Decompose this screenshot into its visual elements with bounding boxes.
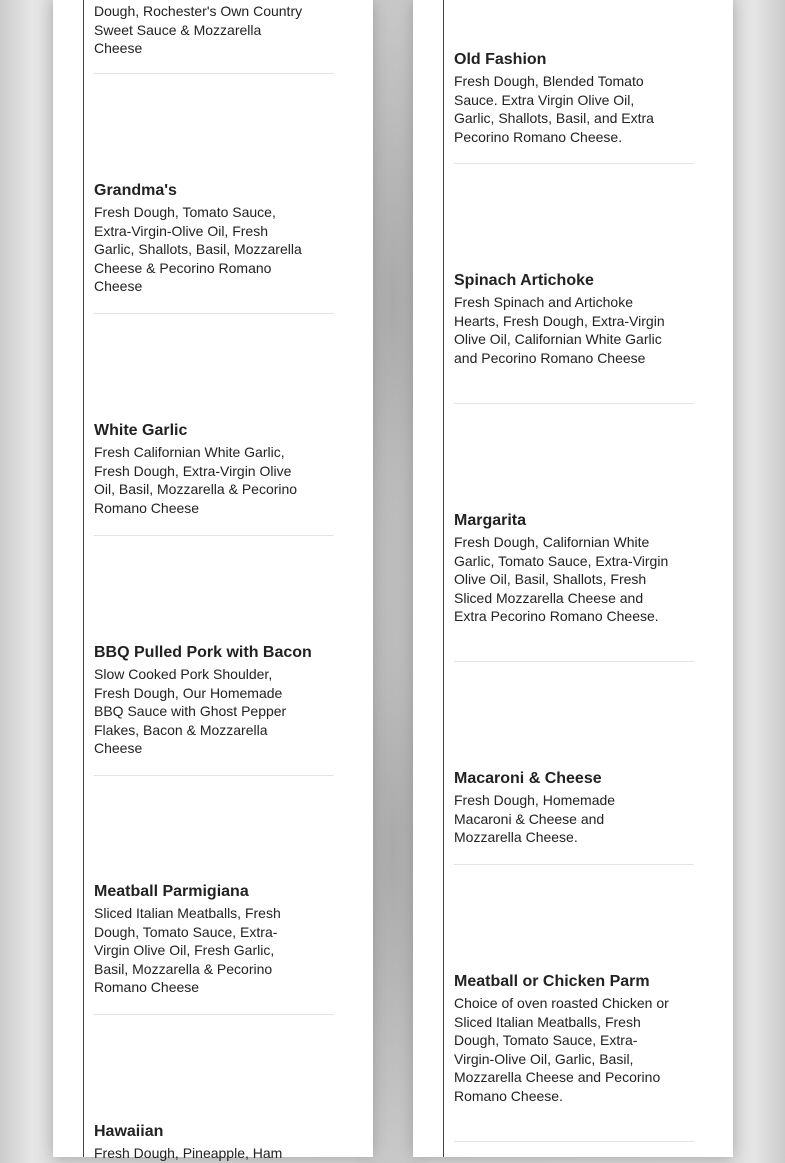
- menu-item-meatball-parmigiana[interactable]: [94, 882, 334, 997]
- menu-item-white-garlic[interactable]: [94, 421, 334, 517]
- menu-item-description: Dough, Rochester's Own Country Sweet Sauce & Mozzarella Cheese: [94, 3, 303, 57]
- menu-item-title: Macaroni & Cheese: [454, 770, 602, 787]
- menu-item-description: Fresh Californian White Garlic, Fresh Dough, Extra-Virgin Olive Oil, Basil, Mozzarella & Pecorino Romano Cheese: [94, 444, 298, 516]
- menu-item-title: Spinach Artichoke: [454, 272, 594, 289]
- menu-item-title: Hawaiian: [94, 1123, 164, 1140]
- menu-item-bbq-pulled-pork[interactable]: [94, 643, 334, 758]
- menu-item-title: Old Fashion: [454, 51, 547, 68]
- accent-rule: [443, 0, 444, 1157]
- item-separator: [94, 775, 334, 776]
- menu-item-grandmas[interactable]: [94, 181, 334, 296]
- menu-item-description: Slow Cooked Pork Shoulder, Fresh Dough, Our Homemade BBQ Sauce with Ghost Pepper Flakes, Bacon & Mozzarella Cheese: [94, 666, 287, 757]
- menu-item-meatball-chicken-parm[interactable]: [454, 972, 694, 1106]
- menu-item-description: Sliced Italian Meatballs, Fresh Dough, Tomato Sauce, Extra-Virgin Olive Oil, Fresh Garlic, Basil, Mozzarella & Pecorino Romano Cheese: [94, 905, 281, 996]
- menu-item-title: Meatball Parmigiana: [94, 883, 249, 900]
- menu-item-margarita[interactable]: [454, 511, 694, 626]
- item-separator: [94, 1014, 334, 1015]
- item-separator: [454, 163, 694, 164]
- item-separator: [454, 403, 694, 404]
- menu-item-description: Fresh Dough, Pineapple, Ham: [94, 1145, 283, 1161]
- menu-item-title: White Garlic: [94, 422, 188, 439]
- menu-panel-right: [413, 0, 733, 1157]
- item-separator: [454, 864, 694, 865]
- item-separator: [94, 73, 334, 74]
- menu-item-title: Grandma's: [94, 182, 177, 199]
- menu-item-macaroni-cheese[interactable]: [454, 769, 694, 847]
- item-separator: [94, 313, 334, 314]
- menu-item-title: Margarita: [454, 512, 527, 529]
- item-separator: [94, 535, 334, 536]
- menu-item-title: Meatball or Chicken Parm: [454, 973, 650, 990]
- accent-rule: [83, 0, 84, 1157]
- menu-panel-left: [53, 0, 373, 1161]
- menu-item-old-fashion[interactable]: [454, 50, 694, 146]
- menu-item-description: Fresh Dough, Tomato Sauce, Extra-Virgin-Olive Oil, Fresh Garlic, Shallots, Basil, Mozzarella Cheese & Pecorino Romano Cheese: [94, 204, 302, 295]
- menu-item-spinach-artichoke[interactable]: [454, 271, 694, 367]
- item-separator: [454, 1141, 694, 1142]
- item-separator: [454, 661, 694, 662]
- menu-item-title: BBQ Pulled Pork with Bacon: [94, 644, 312, 661]
- menu-item-description: Choice of oven roasted Chicken or Sliced Italian Meatballs, Fresh Dough, Tomato Sauce, Extra-Virgin-Olive Oil, Garlic, Basil, Mozzarella Cheese and Pecorino Romano Cheese.: [454, 995, 669, 1104]
- menu-item-description: Fresh Dough, Blended Tomato Sauce. Extra Virgin Olive Oil, Garlic, Shallots, Basil, and Extra Pecorino Romano Cheese.: [454, 73, 654, 145]
- menu-item-description: Fresh Dough, Homemade Macaroni & Cheese and Mozzarella Cheese.: [454, 792, 616, 846]
- menu-item-description: Fresh Spinach and Artichoke Hearts, Fresh Dough, Extra-Virgin Olive Oil, Californian White Garlic and Pecorino Romano Cheese: [454, 294, 665, 366]
- menu-item-description: Fresh Dough, Californian White Garlic, Tomato Sauce, Extra-Virgin Olive Oil, Basil, Shallots, Fresh Sliced Mozzarella Cheese and Extra Pecorino Romano Cheese.: [454, 534, 669, 625]
